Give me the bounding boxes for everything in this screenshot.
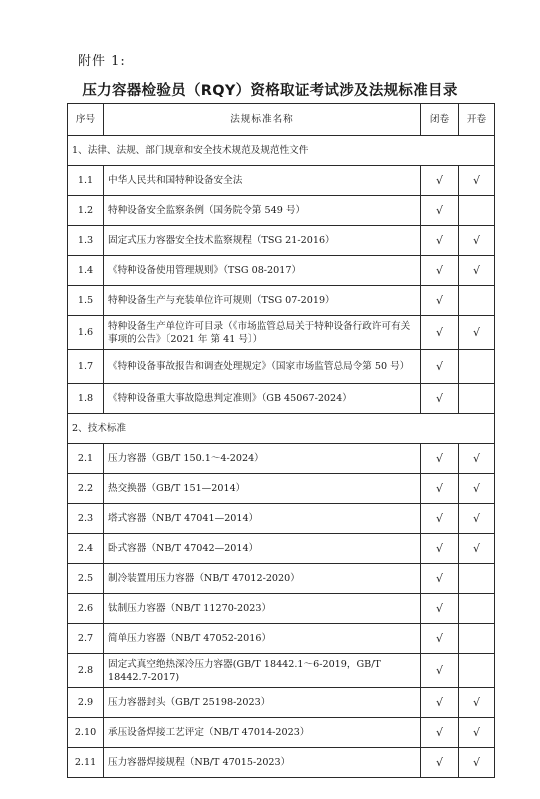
closed-book-check: √ [421,166,459,196]
row-name: 固定式真空绝热深冷压力容器(GB/T 18442.1～6-2019，GB/T 18442.7-2017) [104,654,421,688]
closed-book-check: √ [421,350,459,384]
row-number: 2.10 [68,718,104,748]
table-row [68,196,495,226]
table-row [68,226,495,256]
row-number: 1.2 [68,196,104,226]
closed-book-check: √ [421,594,459,624]
row-number: 1.7 [68,350,104,384]
table-row [68,534,495,564]
row-number: 1.1 [68,166,104,196]
row-number: 1.5 [68,286,104,316]
closed-book-check: √ [421,564,459,594]
table-row [68,474,495,504]
table-row [68,256,495,286]
open-book-check: √ [459,504,495,534]
row-name: 承压设备焊接工艺评定（NB/T 47014-2023） [104,718,421,748]
closed-book-check: √ [421,226,459,256]
regulations-table [67,103,495,778]
section-title: 2、技术标准 [68,414,495,444]
row-name: 压力容器封头（GB/T 25198-2023） [104,688,421,718]
table-header-row [68,104,495,136]
row-name: 压力容器焊接规程（NB/T 47015-2023） [104,748,421,778]
open-book-check: √ [459,166,495,196]
table-row [68,286,495,316]
table-row [68,350,495,384]
row-number: 2.9 [68,688,104,718]
row-name: 压力容器（GB/T 150.1～4-2024） [104,444,421,474]
row-number: 2.4 [68,534,104,564]
closed-book-check: √ [421,384,459,414]
row-name: 制冷装置用压力容器（NB/T 47012-2020） [104,564,421,594]
table-row [68,504,495,534]
row-number: 2.2 [68,474,104,504]
row-number: 2.3 [68,504,104,534]
table-row [68,654,495,688]
closed-book-check: √ [421,256,459,286]
open-book-check: √ [459,474,495,504]
section-row [68,414,495,444]
table-row [68,384,495,414]
closed-book-check: √ [421,718,459,748]
open-book-check [459,196,495,226]
open-book-check: √ [459,226,495,256]
open-book-check [459,594,495,624]
open-book-check: √ [459,718,495,748]
open-book-check [459,384,495,414]
table-row [68,748,495,778]
section-row [68,136,495,166]
table-row [68,688,495,718]
open-book-check: √ [459,688,495,718]
table-row [68,718,495,748]
header-name: 法规标准名称 [104,104,421,136]
row-name: 特种设备生产单位许可目录（《市场监管总局关于特种设备行政许可有关事项的公告》〔2021 年 第 41 号〕） [104,316,421,350]
row-name: 《特种设备事故报告和调查处理规定》（国家市场监管总局令第 50 号） [104,350,421,384]
table-row [68,564,495,594]
closed-book-check: √ [421,316,459,350]
closed-book-check: √ [421,504,459,534]
open-book-check [459,654,495,688]
open-book-check: √ [459,444,495,474]
open-book-check: √ [459,748,495,778]
row-name: 钛制压力容器（NB/T 11270-2023） [104,594,421,624]
row-name: 中华人民共和国特种设备安全法 [104,166,421,196]
row-number: 2.5 [68,564,104,594]
row-name: 特种设备生产与充装单位许可规则（TSG 07-2019） [104,286,421,316]
open-book-check: √ [459,256,495,286]
document-title: 压力容器检验员（RQY）资格取证考试涉及法规标准目录 [82,83,458,99]
header-no: 序号 [68,104,104,136]
row-number: 2.6 [68,594,104,624]
attachment-label: 附件 1: [78,54,126,69]
closed-book-check: √ [421,688,459,718]
table-row [68,444,495,474]
row-name: 固定式压力容器安全技术监察规程（TSG 21-2016） [104,226,421,256]
row-number: 1.6 [68,316,104,350]
row-name: 卧式容器（NB/T 47042—2014） [104,534,421,564]
open-book-check: √ [459,316,495,350]
closed-book-check: √ [421,286,459,316]
row-number: 1.4 [68,256,104,286]
closed-book-check: √ [421,534,459,564]
open-book-check [459,286,495,316]
open-book-check [459,564,495,594]
closed-book-check: √ [421,444,459,474]
header-closed-book: 闭卷 [421,104,459,136]
closed-book-check: √ [421,748,459,778]
closed-book-check: √ [421,654,459,688]
row-name: 特种设备安全监察条例（国务院令第 549 号） [104,196,421,226]
open-book-check: √ [459,534,495,564]
table-row [68,316,495,350]
open-book-check [459,624,495,654]
closed-book-check: √ [421,474,459,504]
row-name: 《特种设备使用管理规则》（TSG 08-2017） [104,256,421,286]
closed-book-check: √ [421,624,459,654]
row-name: 《特种设备重大事故隐患判定准则》（GB 45067-2024） [104,384,421,414]
row-number: 1.3 [68,226,104,256]
open-book-check [459,350,495,384]
section-title: 1、法律、法规、部门规章和安全技术规范及规范性文件 [68,136,495,166]
row-number: 2.1 [68,444,104,474]
header-open-book: 开卷 [459,104,495,136]
row-name: 热交换器（GB/T 151—2014） [104,474,421,504]
row-number: 2.8 [68,654,104,688]
table-row [68,166,495,196]
row-number: 2.7 [68,624,104,654]
row-name: 简单压力容器（NB/T 47052-2016） [104,624,421,654]
closed-book-check: √ [421,196,459,226]
table-row [68,594,495,624]
row-number: 1.8 [68,384,104,414]
row-name: 塔式容器（NB/T 47041—2014） [104,504,421,534]
table-row [68,624,495,654]
row-number: 2.11 [68,748,104,778]
